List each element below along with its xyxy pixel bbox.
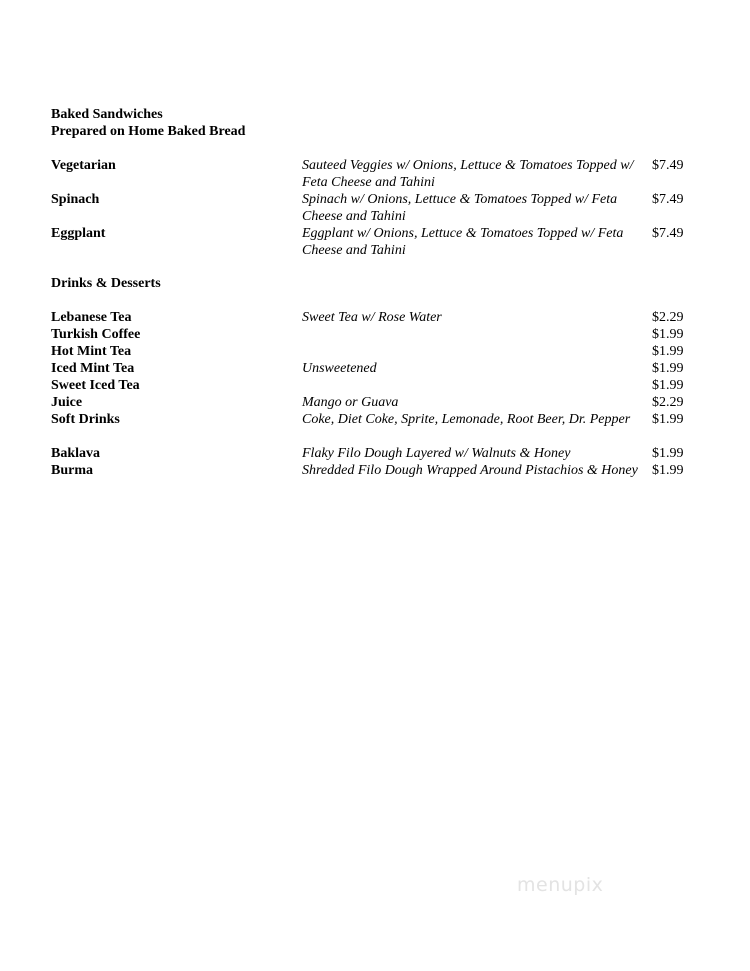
menu-item-spinach — [51, 191, 691, 224]
item-name: Eggplant — [51, 226, 106, 241]
item-description: Coke, Diet Coke, Sprite, Lemonade, Root Beer, Dr. Pepper — [302, 412, 631, 427]
item-name: Sweet Iced Tea — [51, 378, 140, 393]
menu-item-sweet-iced-tea — [51, 377, 691, 394]
item-name: Burma — [51, 463, 93, 478]
item-name: Turkish Coffee — [51, 327, 141, 342]
item-price: $2.29 — [652, 310, 684, 325]
item-price: $7.49 — [652, 192, 684, 207]
menu-item-baklava — [51, 445, 691, 462]
item-price: $1.99 — [652, 344, 684, 359]
item-description: Unsweetened — [302, 361, 377, 376]
item-price: $1.99 — [652, 412, 684, 427]
menu-item-soft-drinks — [51, 411, 691, 428]
item-name: Hot Mint Tea — [51, 344, 132, 359]
item-price: $1.99 — [652, 361, 684, 376]
item-price: $1.99 — [652, 378, 684, 393]
item-price: $1.99 — [652, 446, 684, 461]
item-price: $1.99 — [652, 327, 684, 342]
item-price: $2.29 — [652, 395, 684, 410]
menu-item-vegetarian — [51, 157, 691, 190]
section-title-baked-sandwiches: Baked Sandwiches — [51, 107, 163, 122]
menu-item-hot-mint-tea — [51, 343, 691, 360]
item-name: Iced Mint Tea — [51, 361, 135, 376]
item-description: Spinach w/ Onions, Lettuce & Tomatoes Topped w/ Feta Cheese and Tahini — [302, 192, 618, 224]
menu-item-iced-mint-tea — [51, 360, 691, 377]
section-title-drinks-desserts: Drinks & Desserts — [51, 276, 161, 291]
item-description: Eggplant w/ Onions, Lettuce & Tomatoes Topped w/ Feta Cheese and Tahini — [302, 226, 624, 258]
item-name: Lebanese Tea — [51, 310, 132, 325]
item-description: Sweet Tea w/ Rose Water — [302, 310, 442, 325]
item-description: Sauteed Veggies w/ Onions, Lettuce & Tomatoes Topped w/ Feta Cheese and Tahini — [302, 158, 634, 190]
item-name: Vegetarian — [51, 158, 116, 173]
menu-item-burma — [51, 462, 691, 479]
menu-item-lebanese-tea — [51, 309, 691, 326]
item-description: Flaky Filo Dough Layered w/ Walnuts & Honey — [302, 446, 571, 461]
item-description: Shredded Filo Dough Wrapped Around Pistachios & Honey — [302, 463, 638, 478]
item-name: Juice — [51, 395, 83, 410]
item-name: Spinach — [51, 192, 100, 207]
item-price: $1.99 — [652, 463, 684, 478]
item-price: $7.49 — [652, 158, 684, 173]
item-description: Mango or Guava — [302, 395, 399, 410]
menu-item-eggplant — [51, 225, 691, 258]
item-name: Baklava — [51, 446, 101, 461]
item-price: $7.49 — [652, 226, 684, 241]
section-subtitle-baked-sandwiches: Prepared on Home Baked Bread — [51, 124, 246, 139]
menupix-watermark: menupix — [517, 874, 604, 896]
menu-item-juice — [51, 394, 691, 411]
item-name: Soft Drinks — [51, 412, 120, 427]
menu-item-turkish-coffee — [51, 326, 691, 343]
